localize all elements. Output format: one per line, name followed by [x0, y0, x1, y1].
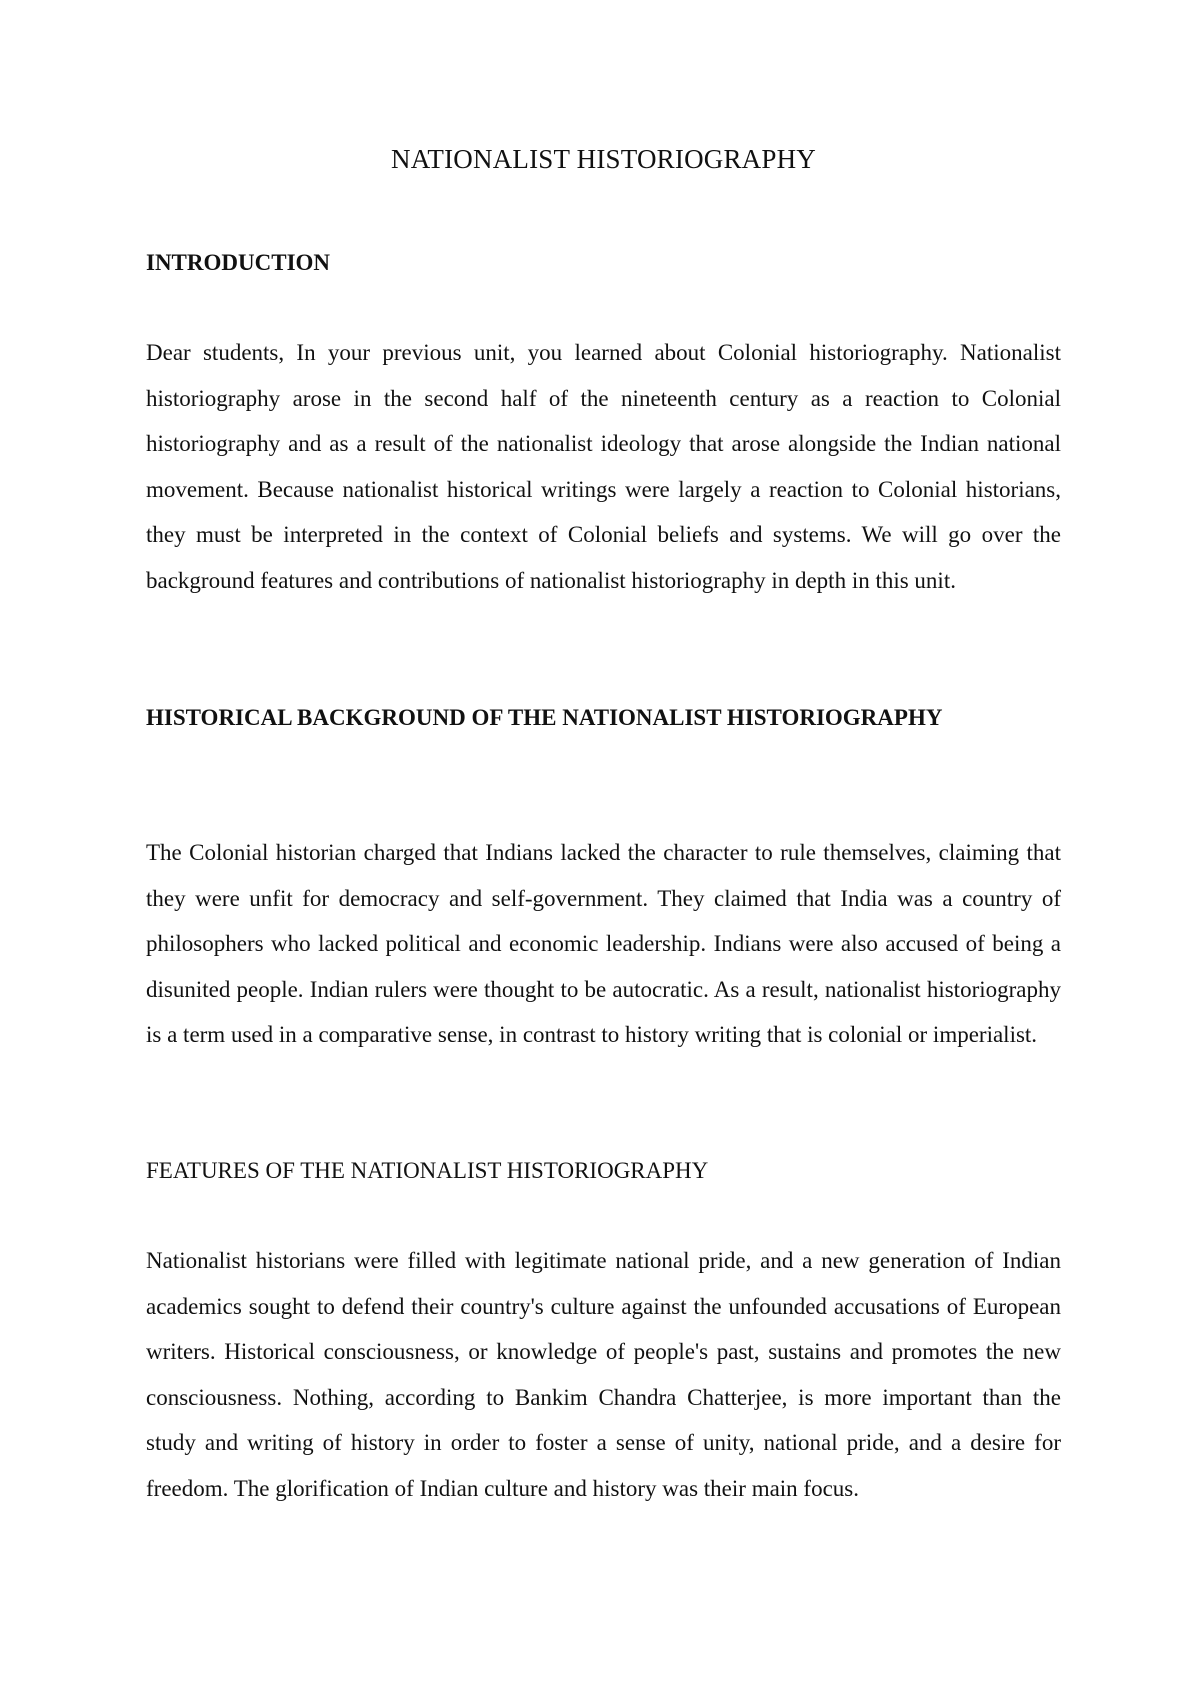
section-paragraph-features: Nationalist historians were filled with legitimate national pride, and a new generation of Indian academics sought to defend their country's culture against the unfounded accusations of European writers. Historical consciousness, or knowledge of people's past, sustains and promotes the new consciousness. Nothing, according to Bankim Chandra Chatterjee, is more important than the study and writing of history in order to foster a sense of unity, national pride, and a desire for freedom. The glorification of Indian culture and history was their main focus.	[146, 1248, 1061, 1501]
section-heading-features: FEATURES OF THE NATIONALIST HISTORIOGRAPHY	[146, 1158, 709, 1183]
section-heading-introduction: INTRODUCTION	[146, 250, 331, 275]
section-paragraph-historical-background: The Colonial historian charged that Indians lacked the character to rule themselves, claiming that they were unfit for democracy and self-government. They claimed that India was a country of philosophers who lacked political and economic leadership. Indians were also accused of being a disunited people. Indian rulers were thought to be autocratic. As a result, nationalist historiography is a term used in a comparative sense, in contrast to history writing that is colonial or imperialist.	[146, 840, 1061, 1047]
document-title: NATIONALIST HISTORIOGRAPHY	[391, 144, 816, 174]
section-paragraph-introduction: Dear students, In your previous unit, you learned about Colonial historiography. Nationalist historiography arose in the second half of the nineteenth century as a reaction to Colonial historiography and as a result of the nationalist ideology that arose alongside the Indian national movement. Because nationalist historical writings were largely a reaction to Colonial historians, they must be interpreted in the context of Colonial beliefs and systems. We will go over the background features and contributions of nationalist historiography in depth in this unit.	[146, 340, 1061, 593]
section-heading-historical-background: HISTORICAL BACKGROUND OF THE NATIONALIST HISTORIOGRAPHY	[146, 705, 943, 730]
document-page	[146, 0, 1061, 1698]
